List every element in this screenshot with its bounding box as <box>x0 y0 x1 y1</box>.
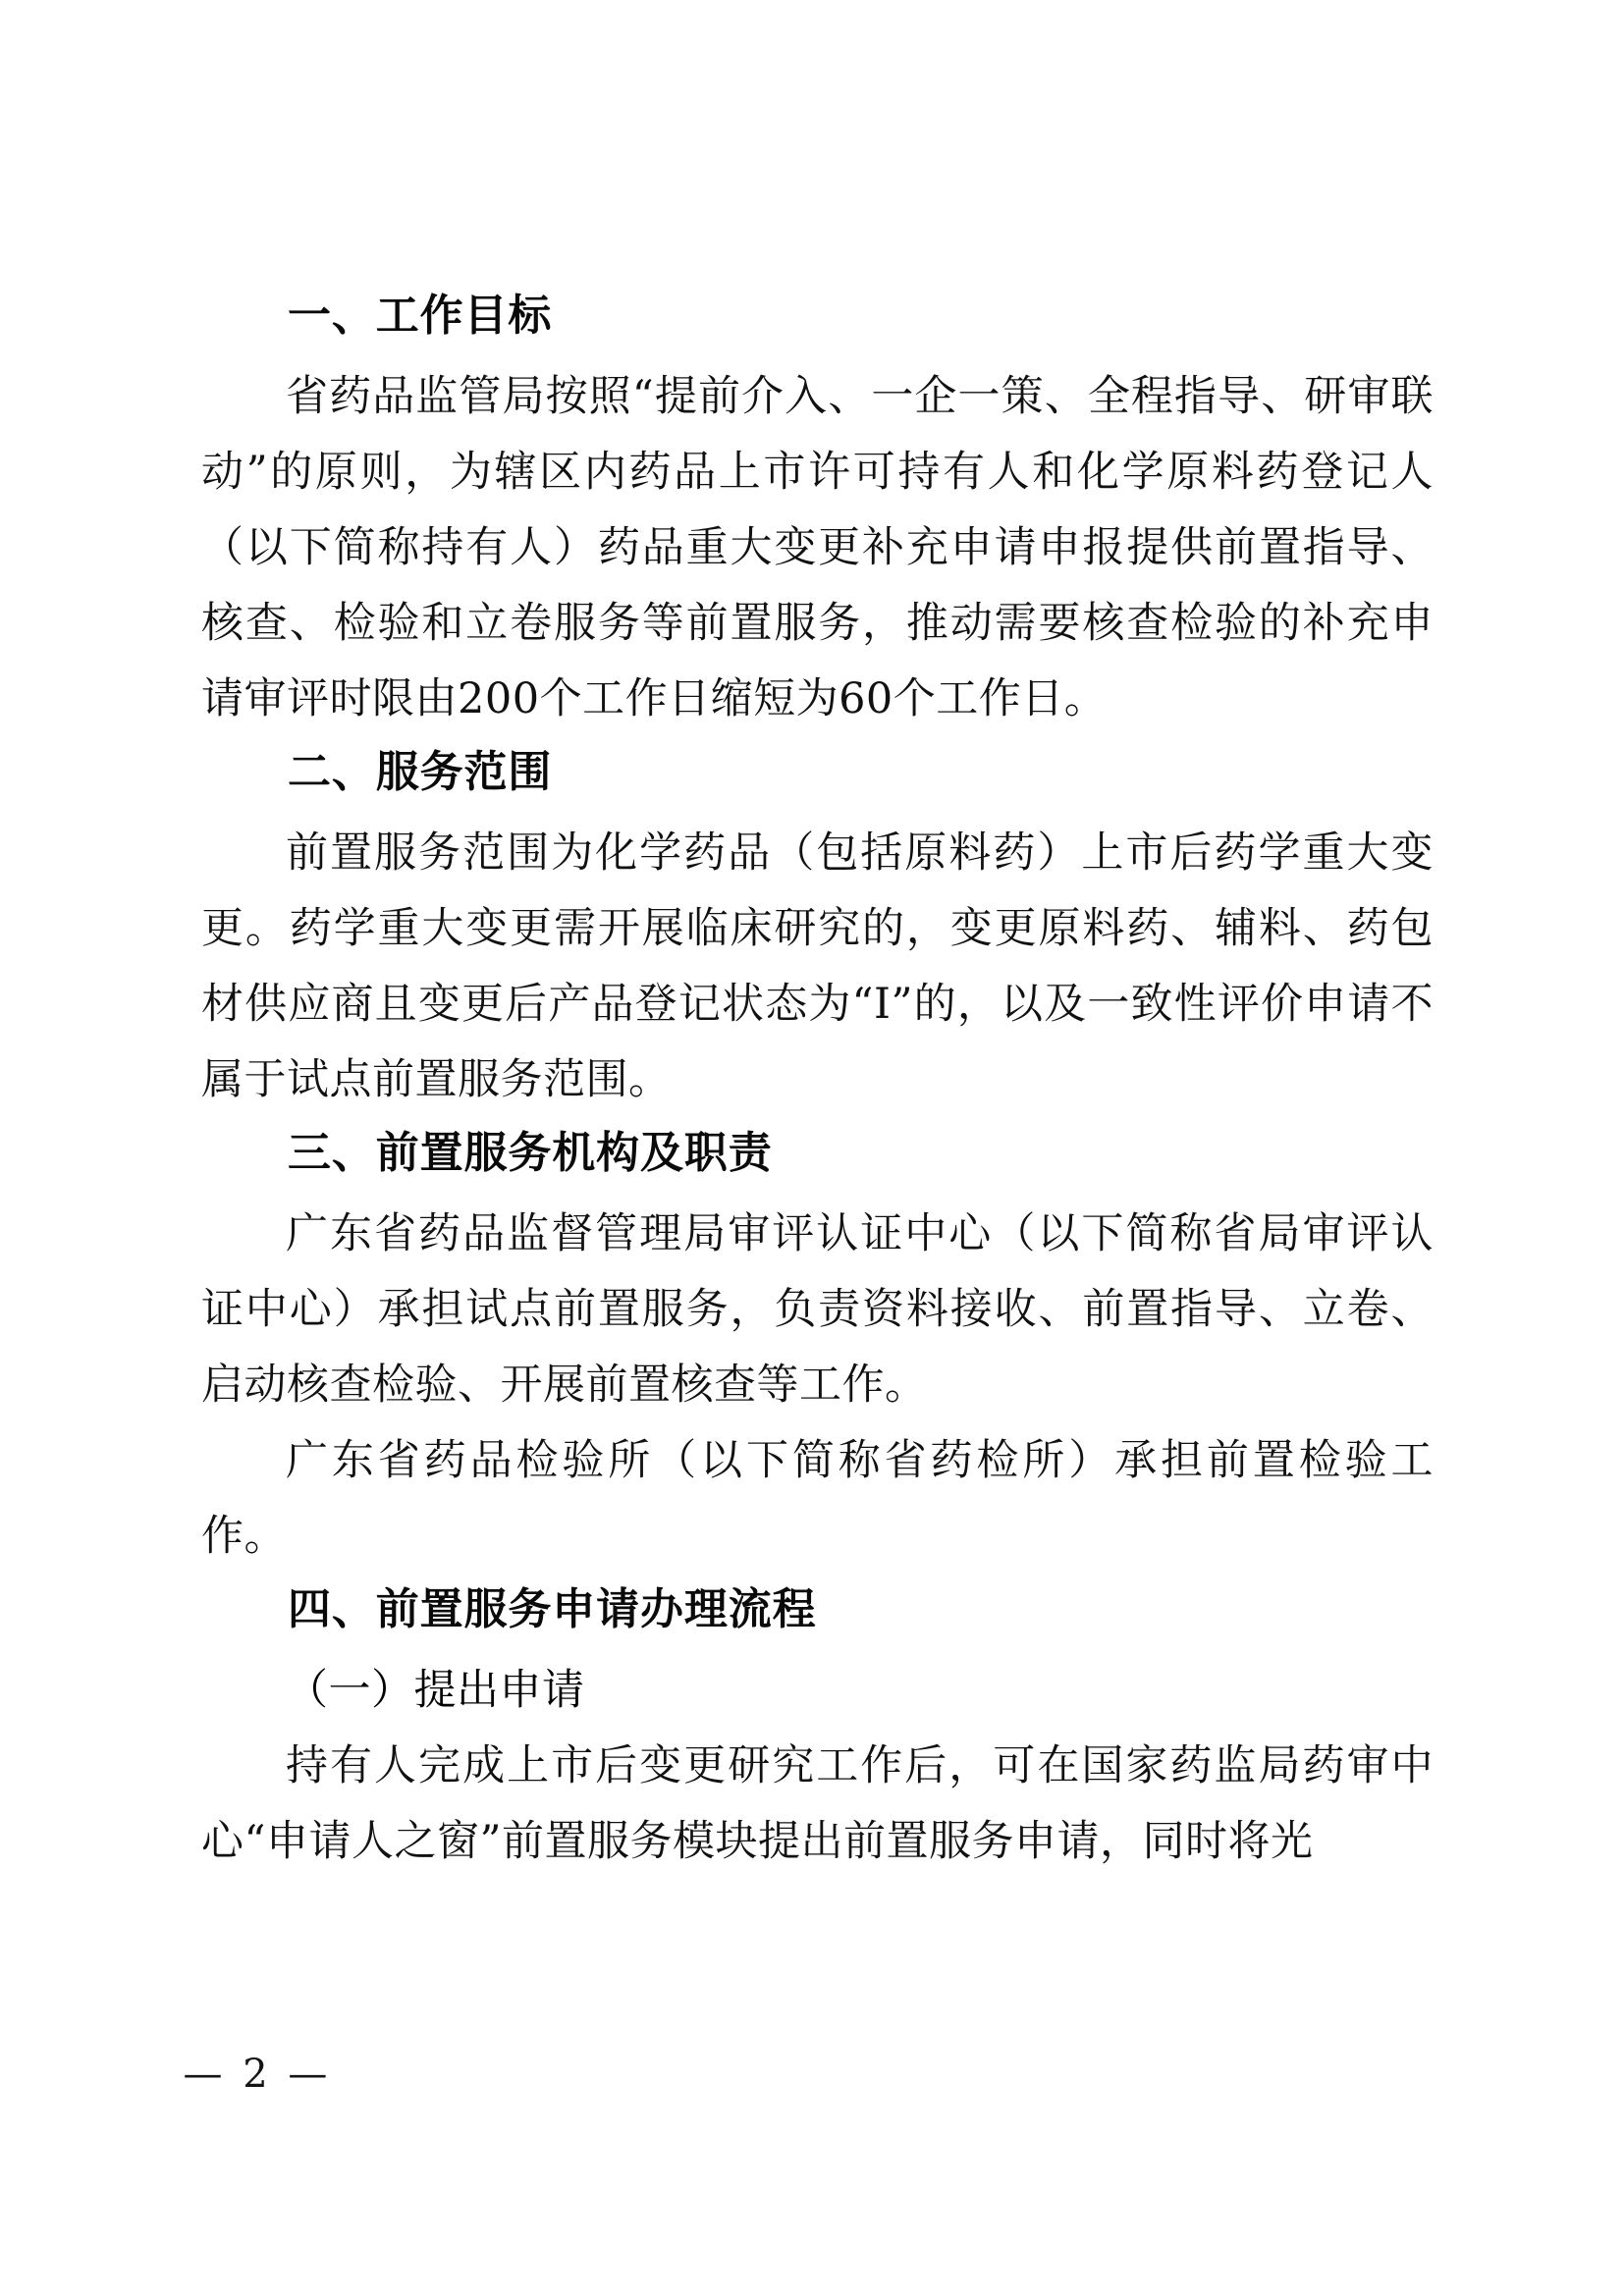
section-heading-2: 二、服务范围 <box>288 748 553 796</box>
section-3-paragraph-2: 广东省药品检验所（以下简称省药检所）承担前置检验工作。 <box>201 1436 1434 1561</box>
section-heading-block-4 <box>201 1575 1434 1653</box>
page-footer <box>0 2052 1624 2097</box>
document-body <box>201 281 1434 1880</box>
page-number: — 2 — <box>183 2052 332 2097</box>
section-heading-block-1 <box>201 281 1434 359</box>
section-heading-3: 三、前置服务机构及职责 <box>288 1129 773 1177</box>
section-heading-1: 一、工作目标 <box>288 292 553 340</box>
section-4-subheading-1: （一）提出申请 <box>286 1666 585 1715</box>
section-2-paragraph-1: 前置服务范围为化学药品（包括原料药）上市后药学重大变更。药学重大变更需开展临床研究的，变更原料药、辅料、药包材供应商且变更后产品登记状态为“I”的，以及一致性评价申请不属于试点前置服务范围。 <box>201 828 1434 1104</box>
section-heading-block-2 <box>201 737 1434 816</box>
section-3-paragraph-1: 广东省药品监督管理局审评认证中心（以下简称省局审评认证中心）承担试点前置服务，负责资料接收、前置指导、立卷、启动核查检验、开展前置核查等工作。 <box>201 1209 1434 1410</box>
section-heading-block-3 <box>201 1118 1434 1197</box>
section-1-paragraph-1: 省药品监管局按照“提前介入、一企一策、全程指导、研审联动”的原则，为辖区内药品上市许可持有人和化学原料药登记人（以下简称持有人）药品重大变更补充申请申报提供前置指导、核查、检验和立卷服务等前置服务，推动需要核查检验的补充申请审评时限由200个工作日缩短为60个工作日。 <box>201 372 1434 723</box>
section-heading-4: 四、前置服务申请办理流程 <box>288 1585 817 1633</box>
section-4-paragraph-1: 持有人完成上市后变更研究工作后，可在国家药监局药审中心“申请人之窗”前置服务模块提出前置服务申请，同时将光 <box>201 1741 1434 1866</box>
